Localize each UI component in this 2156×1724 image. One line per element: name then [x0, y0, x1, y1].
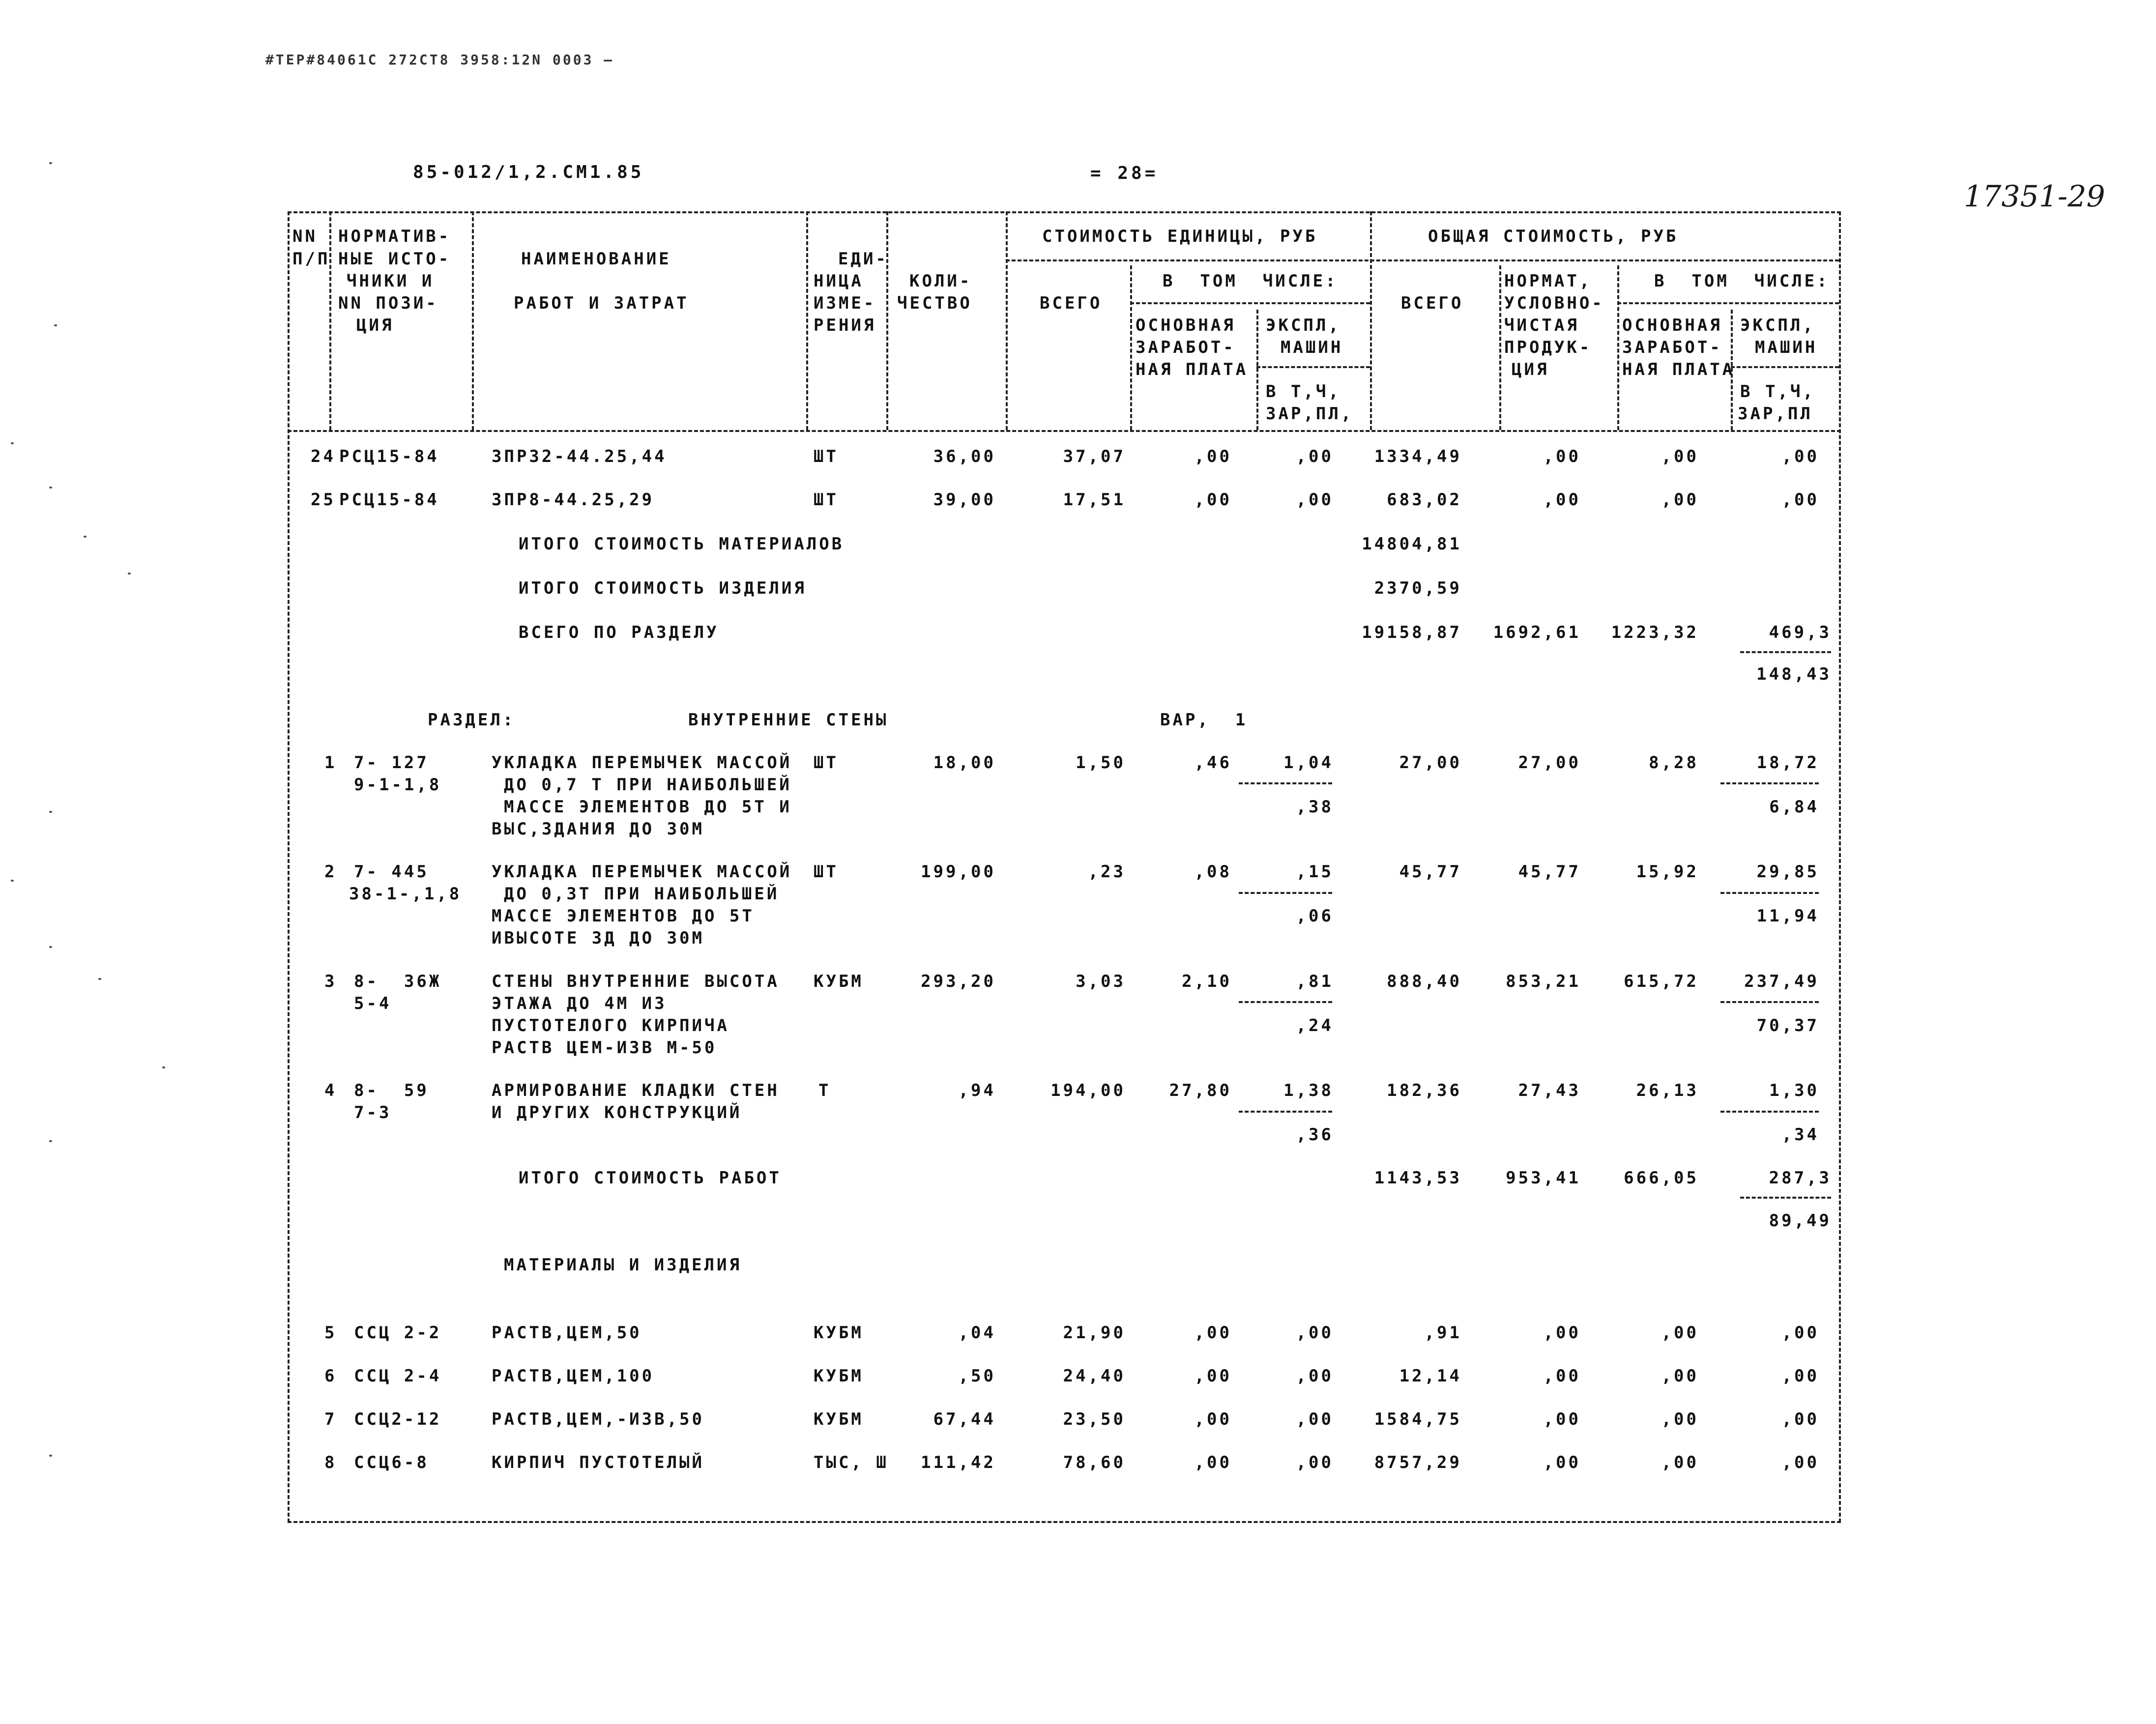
header-divider — [1256, 366, 1370, 368]
row-total-machine-wage: 70,37 — [1756, 1016, 1819, 1035]
scan-speck — [49, 162, 52, 164]
section-total-norm: 1692,61 — [1493, 623, 1581, 642]
total-cost-title: ОБЩАЯ СТОИМОСТЬ, РУБ — [1428, 227, 1679, 246]
row-unit-machine-wage: ,06 — [1296, 906, 1334, 926]
section-label: РАЗДЕЛ: — [428, 710, 516, 730]
row-number: 6 — [324, 1366, 337, 1386]
row-unit: КУБМ — [814, 972, 864, 991]
row-unit-machine: ,00 — [1296, 490, 1334, 510]
row-total: 683,02 — [1387, 490, 1462, 510]
row-norm-code: 38-1-,1,8 — [349, 884, 462, 904]
scan-speck — [49, 487, 52, 488]
row-unit-machine: 1,04 — [1283, 753, 1334, 773]
row-total-wage: ,00 — [1661, 1409, 1699, 1429]
row-name: ВЫС,ЗДАНИЯ ДО 30М — [492, 819, 704, 839]
header-divider — [1256, 310, 1258, 430]
row-total-machine: ,00 — [1781, 1409, 1819, 1429]
row-unit-wage: ,00 — [1194, 1323, 1232, 1343]
row-quantity: 36,00 — [933, 447, 996, 466]
row-name: РАСТВ,ЦЕМ,50 — [492, 1323, 642, 1343]
row-norm-code: РСЦ15-84 — [339, 490, 439, 510]
row-unit-total: 78,60 — [1063, 1453, 1126, 1472]
row-unit-wage: ,00 — [1194, 1453, 1232, 1472]
row-quantity: 199,00 — [921, 862, 996, 882]
header-divider — [1731, 366, 1839, 368]
header-divider — [1130, 265, 1132, 430]
works-total-machine: 287,3 — [1769, 1168, 1832, 1188]
section-title: ВНУТРЕННИЕ СТЕНЫ — [688, 710, 889, 730]
works-total: 1143,53 — [1374, 1168, 1462, 1188]
row-number: 2 — [324, 862, 337, 882]
row-total-machine: ,00 — [1781, 1323, 1819, 1343]
table-bottom-border — [288, 1521, 1841, 1523]
row-unit: ТЫС, Ш — [814, 1453, 889, 1472]
row-name: РАСТВ,ЦЕМ,-ИЗВ,50 — [492, 1409, 704, 1429]
row-unit-total: 21,90 — [1063, 1323, 1126, 1343]
fraction-divider — [1239, 892, 1332, 894]
works-total-label: ИТОГО СТОИМОСТЬ РАБОТ — [519, 1168, 782, 1188]
row-total-norm: ,00 — [1543, 447, 1581, 466]
section-variant: ВАР, 1 — [1160, 710, 1248, 730]
row-quantity: 293,20 — [921, 972, 996, 991]
row-name: ИВЫСОТЕ ЗД ДО 30М — [492, 928, 704, 948]
row-unit-total: 194,00 — [1050, 1081, 1126, 1100]
row-norm-code: 7-3 — [354, 1103, 392, 1122]
row-unit: Т — [818, 1081, 831, 1100]
row-unit-total: 23,50 — [1063, 1409, 1126, 1429]
row-total-machine-wage: ,34 — [1781, 1125, 1819, 1145]
row-norm-code: ССЦ 2-2 — [354, 1323, 442, 1343]
works-total-norm: 953,41 — [1506, 1168, 1581, 1188]
row-total-wage: 8,28 — [1649, 753, 1699, 773]
row-total-norm: 853,21 — [1506, 972, 1581, 991]
row-unit-machine: ,00 — [1296, 1323, 1334, 1343]
row-number: 4 — [324, 1081, 337, 1100]
scan-speck — [11, 880, 14, 882]
row-total-machine: ,00 — [1781, 490, 1819, 510]
fraction-divider — [1740, 651, 1831, 653]
row-number: 5 — [324, 1323, 337, 1343]
row-unit-machine-wage: ,36 — [1296, 1125, 1334, 1145]
row-name: УКЛАДКА ПЕРЕМЫЧЕК МАССОЙ — [492, 862, 792, 882]
row-name: КИРПИЧ ПУСТОТЕЛЫЙ — [492, 1453, 704, 1472]
row-unit-total: 1,50 — [1076, 753, 1126, 773]
scan-speck — [49, 946, 52, 948]
row-total-machine: ,00 — [1781, 1366, 1819, 1386]
page-number: = 28= — [1090, 163, 1159, 183]
row-unit: КУБМ — [814, 1323, 864, 1343]
header-divider — [1499, 265, 1501, 430]
row-unit-machine: ,00 — [1296, 1453, 1334, 1472]
row-name: 3ПР8-44.25,29 — [492, 490, 655, 510]
fraction-divider — [1740, 1197, 1831, 1199]
section-total-machine: 469,3 — [1769, 623, 1832, 642]
row-unit-total: 37,07 — [1063, 447, 1126, 466]
row-name: ДО 0,7 Т ПРИ НАИБОЛЬШЕЙ — [504, 775, 792, 795]
row-name: ДО 0,3Т ПРИ НАИБОЛЬШЕЙ — [504, 884, 780, 904]
row-name: РАСТВ ЦЕМ-ИЗВ М-50 — [492, 1038, 717, 1058]
row-number: 3 — [324, 972, 337, 991]
row-unit: ШТ — [814, 490, 839, 510]
scan-speck — [98, 978, 101, 980]
scan-speck — [54, 324, 57, 326]
handwritten-number: 17351-29 — [1964, 179, 2105, 214]
row-total-wage: ,00 — [1661, 490, 1699, 510]
row-total: 8757,29 — [1374, 1453, 1462, 1472]
header-divider — [1006, 259, 1839, 261]
row-total: 1334,49 — [1374, 447, 1462, 466]
header-divider — [1370, 211, 1372, 430]
header-divider — [1617, 302, 1839, 304]
row-name: И ДРУГИХ КОНСТРУКЦИЙ — [492, 1103, 742, 1122]
row-total: 182,36 — [1387, 1081, 1462, 1100]
row-unit: КУБМ — [814, 1366, 864, 1386]
row-total-norm: ,00 — [1543, 490, 1581, 510]
row-norm-code: 9-1-1,8 — [354, 775, 442, 795]
row-number: 1 — [324, 753, 337, 773]
row-unit: КУБМ — [814, 1409, 864, 1429]
scan-speck — [128, 573, 131, 575]
row-norm-code: ССЦ2-12 — [354, 1409, 442, 1429]
row-quantity: 111,42 — [921, 1453, 996, 1472]
total-cost-including-header: В ТОМ ЧИСЛЕ: — [1654, 271, 1830, 291]
row-quantity: ,50 — [958, 1366, 996, 1386]
fraction-divider — [1239, 782, 1332, 784]
row-total-wage: 15,92 — [1636, 862, 1699, 882]
fraction-divider — [1720, 1001, 1819, 1003]
row-name: МАССЕ ЭЛЕМЕНТОВ ДО 5Т И — [504, 797, 792, 817]
scan-speck — [84, 536, 87, 538]
row-total-norm: ,00 — [1543, 1323, 1581, 1343]
row-norm-code: 8- 59 — [354, 1081, 429, 1100]
row-unit: ШТ — [814, 862, 839, 882]
row-unit-machine: ,00 — [1296, 1366, 1334, 1386]
header-divider — [1617, 265, 1619, 430]
row-total-norm: 27,43 — [1518, 1081, 1581, 1100]
scan-speck — [162, 1066, 165, 1068]
row-unit-wage: ,46 — [1194, 753, 1232, 773]
row-name: УКЛАДКА ПЕРЕМЫЧЕК МАССОЙ — [492, 753, 792, 773]
row-name: ПУСТОТЕЛОГО КИРПИЧА — [492, 1016, 729, 1035]
table-top-border — [288, 211, 1841, 213]
works-total-machine-wage: 89,49 — [1769, 1211, 1832, 1231]
row-quantity: ,94 — [958, 1081, 996, 1100]
row-unit-wage: 27,80 — [1169, 1081, 1232, 1100]
row-number: 7 — [324, 1409, 337, 1429]
teletype-header: #ТЕР#84061С 272СТ8 3958:12N 0003 – — [265, 52, 614, 68]
scan-speck — [49, 1455, 52, 1457]
row-name: ЭТАЖА ДО 4М ИЗ — [492, 994, 667, 1013]
table-right-border — [1839, 211, 1841, 1523]
row-total: 12,14 — [1399, 1366, 1462, 1386]
materials-heading: МАТЕРИАЛЫ И ИЗДЕЛИЯ — [504, 1255, 742, 1275]
unit-cost-title: СТОИМОСТЬ ЕДИНИЦЫ, РУБ — [1042, 227, 1318, 246]
row-name: РАСТВ,ЦЕМ,100 — [492, 1366, 655, 1386]
subtotal-products-label: ИТОГО СТОИМОСТЬ ИЗДЕЛИЯ — [519, 578, 807, 598]
row-total: 888,40 — [1387, 972, 1462, 991]
scan-speck — [11, 442, 14, 444]
row-name: 3ПР32-44.25,44 — [492, 447, 667, 466]
row-total: 45,77 — [1399, 862, 1462, 882]
header-divider — [806, 211, 808, 430]
row-name: СТЕНЫ ВНУТРЕННИЕ ВЫСОТА — [492, 972, 780, 991]
row-total-wage: ,00 — [1661, 1453, 1699, 1472]
row-total-norm: ,00 — [1543, 1366, 1581, 1386]
row-total-machine: 1,30 — [1769, 1081, 1819, 1100]
row-norm-code: 5-4 — [354, 994, 392, 1013]
row-total-machine: ,00 — [1781, 447, 1819, 466]
scan-speck — [49, 811, 52, 813]
row-unit-machine-wage: ,38 — [1296, 797, 1334, 817]
works-total-wage: 666,05 — [1624, 1168, 1699, 1188]
row-total-machine-wage: 6,84 — [1769, 797, 1819, 817]
fraction-divider — [1720, 892, 1819, 894]
row-unit-machine: ,00 — [1296, 1409, 1334, 1429]
row-total-wage: 26,13 — [1636, 1081, 1699, 1100]
fraction-divider — [1239, 1111, 1332, 1113]
row-quantity: 67,44 — [933, 1409, 996, 1429]
row-total: ,91 — [1424, 1323, 1462, 1343]
fraction-divider — [1720, 782, 1819, 784]
document-code: 85-012/1,2.СМ1.85 — [413, 162, 644, 182]
row-total-wage: ,00 — [1661, 1366, 1699, 1386]
row-unit: ШТ — [814, 447, 839, 466]
row-total-wage: ,00 — [1661, 1323, 1699, 1343]
row-quantity: ,04 — [958, 1323, 996, 1343]
row-total-machine: 29,85 — [1756, 862, 1819, 882]
row-number: 24 — [311, 447, 336, 466]
row-norm-code: ССЦ6-8 — [354, 1453, 429, 1472]
row-quantity: 18,00 — [933, 753, 996, 773]
total-cost-total-header: ВСЕГО — [1401, 293, 1464, 313]
row-total-wage: ,00 — [1661, 447, 1699, 466]
row-norm-code: РСЦ15-84 — [339, 447, 439, 466]
row-unit-machine: 1,38 — [1283, 1081, 1334, 1100]
row-total-wage: 615,72 — [1624, 972, 1699, 991]
row-norm-code: 7- 445 — [354, 862, 429, 882]
row-name: АРМИРОВАНИЕ КЛАДКИ СТЕН — [492, 1081, 780, 1100]
row-norm-code: ССЦ 2-4 — [354, 1366, 442, 1386]
header-divider — [886, 211, 888, 430]
row-total-norm: ,00 — [1543, 1409, 1581, 1429]
row-total-norm: 45,77 — [1518, 862, 1581, 882]
row-total-machine: 18,72 — [1756, 753, 1819, 773]
row-total-machine: ,00 — [1781, 1453, 1819, 1472]
row-unit-wage: 2,10 — [1182, 972, 1232, 991]
fraction-divider — [1239, 1001, 1332, 1003]
subtotal-materials-label: ИТОГО СТОИМОСТЬ МАТЕРИАЛОВ — [519, 534, 845, 554]
row-name: МАССЕ ЭЛЕМЕНТОВ ДО 5Т — [492, 906, 755, 926]
row-number: 8 — [324, 1453, 337, 1472]
row-unit-wage: ,00 — [1194, 447, 1232, 466]
row-total-norm: ,00 — [1543, 1453, 1581, 1472]
row-total: 1584,75 — [1374, 1409, 1462, 1429]
row-unit-wage: ,00 — [1194, 1409, 1232, 1429]
row-total: 27,00 — [1399, 753, 1462, 773]
header-divider — [1130, 302, 1370, 304]
row-unit-total: 24,40 — [1063, 1366, 1126, 1386]
row-number: 25 — [311, 490, 336, 510]
header-divider — [1006, 211, 1008, 430]
row-unit-machine-wage: ,24 — [1296, 1016, 1334, 1035]
subtotal-products-total: 2370,59 — [1374, 578, 1462, 598]
fraction-divider — [1720, 1111, 1819, 1113]
header-divider — [472, 211, 474, 430]
row-total-machine: 237,49 — [1744, 972, 1819, 991]
row-norm-code: 8- 36Ж — [354, 972, 442, 991]
table-left-border — [288, 211, 290, 1523]
row-unit-total: 3,03 — [1076, 972, 1126, 991]
row-unit-wage: ,00 — [1194, 1366, 1232, 1386]
header-bottom-border — [288, 430, 1841, 432]
row-total-machine-wage: 11,94 — [1756, 906, 1819, 926]
subtotal-materials-total: 14804,81 — [1362, 534, 1462, 554]
row-quantity: 39,00 — [933, 490, 996, 510]
unit-cost-including-header: В ТОМ ЧИСЛЕ: — [1163, 271, 1338, 291]
scan-speck — [49, 1140, 52, 1142]
row-unit-machine: ,15 — [1296, 862, 1334, 882]
header-divider — [329, 211, 331, 430]
row-unit: ШТ — [814, 753, 839, 773]
row-unit-machine: ,00 — [1296, 447, 1334, 466]
row-unit-total: ,23 — [1088, 862, 1126, 882]
section-total-label: ВСЕГО ПО РАЗДЕЛУ — [519, 623, 719, 642]
section-total-machine-wage: 148,43 — [1756, 664, 1832, 684]
row-norm-code: 7- 127 — [354, 753, 429, 773]
section-total-wage: 1223,32 — [1611, 623, 1699, 642]
row-unit-wage: ,08 — [1194, 862, 1232, 882]
section-total: 19158,87 — [1362, 623, 1462, 642]
row-unit-machine: ,81 — [1296, 972, 1334, 991]
row-unit-total: 17,51 — [1063, 490, 1126, 510]
row-total-norm: 27,00 — [1518, 753, 1581, 773]
row-unit-wage: ,00 — [1194, 490, 1232, 510]
unit-cost-total-header: ВСЕГО — [1040, 293, 1103, 313]
